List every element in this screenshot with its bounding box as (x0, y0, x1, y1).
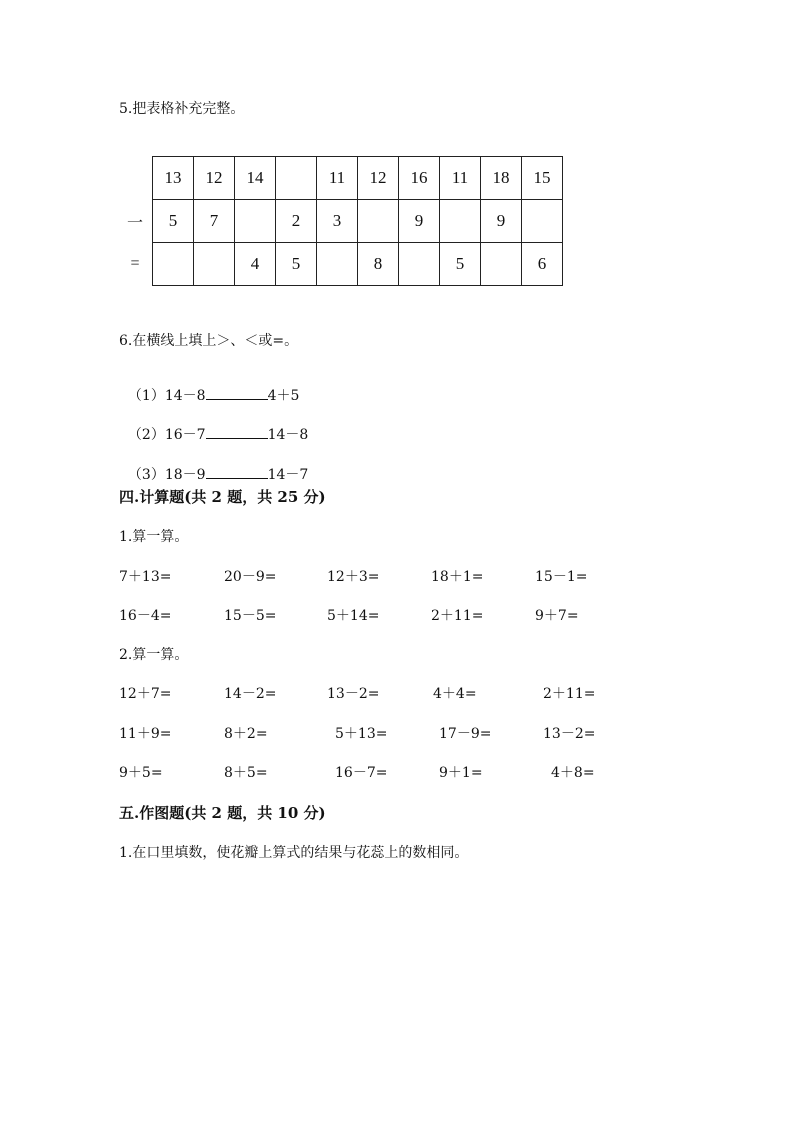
table-cell: 6 (522, 243, 563, 286)
table-cell: 2 (276, 200, 317, 243)
table-cell: 11 (317, 157, 358, 200)
answer-blank[interactable] (206, 387, 268, 400)
s5-q1-title: 1.在口里填数，使花瓣上算式的结果与花蕊上的数相同。 (119, 845, 469, 861)
s4-q1-title: 1.算一算。 (119, 529, 189, 545)
answer-blank[interactable] (206, 466, 268, 479)
operator-label: 一 (126, 214, 143, 232)
calc-item: 11＋9= (119, 726, 172, 742)
empty-cell[interactable] (153, 243, 194, 286)
table-cell: 9 (399, 200, 440, 243)
calc-item: 5＋13= (335, 726, 388, 742)
table-cell: 16 (399, 157, 440, 200)
table-cell: 18 (481, 157, 522, 200)
calc-item: 15－1= (535, 569, 588, 585)
q6-item-left: 16－7 (164, 427, 206, 443)
calc-item: 8＋2= (224, 726, 268, 742)
table-cell: 8 (358, 243, 399, 286)
calc-item: 7＋13= (119, 569, 172, 585)
empty-cell[interactable] (317, 243, 358, 286)
calc-item: 12＋7= (119, 686, 172, 702)
calc-item: 8＋5= (224, 765, 268, 781)
table-cell: 14 (235, 157, 276, 200)
calc-item: 2＋11= (431, 608, 484, 624)
table-cell: 3 (317, 200, 358, 243)
table-row (118, 243, 563, 286)
calc-item: 9＋5= (119, 765, 163, 781)
calc-item: 16－7= (335, 765, 388, 781)
calc-item: 20－9= (224, 569, 277, 585)
answer-blank[interactable] (206, 426, 268, 439)
calc-item: 14－2= (224, 686, 277, 702)
q6-item-2 (119, 408, 308, 444)
table-cell: 11 (440, 157, 481, 200)
operator-label: = (130, 255, 140, 272)
calc-item: 12＋3= (327, 569, 380, 585)
section-4-heading: 四.计算题(共 2 题，共 25 分) (119, 488, 326, 506)
table-row (118, 200, 563, 243)
calc-item: 16－4= (119, 608, 172, 624)
number-table (118, 156, 563, 286)
table-cell: 7 (194, 200, 235, 243)
q6-item-right: 4＋5 (267, 388, 300, 404)
table-cell: 5 (153, 200, 194, 243)
empty-cell[interactable] (235, 200, 276, 243)
q6-item-right: 14－7 (267, 467, 309, 483)
calc-item: 13－2= (543, 726, 596, 742)
q6-item-1 (119, 369, 299, 405)
calc-item: 5＋14= (327, 608, 380, 624)
empty-cell[interactable] (276, 157, 317, 200)
table-cell: 5 (276, 243, 317, 286)
table-cell: 9 (481, 200, 522, 243)
calc-item: 13－2= (327, 686, 380, 702)
table-cell: 4 (235, 243, 276, 286)
q6-item-number: （2） (127, 427, 165, 443)
empty-cell[interactable] (194, 243, 235, 286)
q6-item-right: 14－8 (267, 427, 309, 443)
calc-item: 4＋4= (433, 686, 477, 702)
s4-q2-title: 2.算一算。 (119, 647, 189, 663)
q6-item-left: 14－8 (164, 388, 206, 404)
calc-item: 18＋1= (431, 569, 484, 585)
empty-cell[interactable] (399, 243, 440, 286)
table-cell: 12 (358, 157, 399, 200)
q6-item-number: （1） (127, 388, 165, 404)
calc-item: 15－5= (224, 608, 277, 624)
calc-item: 4＋8= (551, 765, 595, 781)
q6-title: 6.在横线上填上＞、＜或=。 (119, 333, 299, 349)
table-row (118, 157, 563, 200)
empty-cell[interactable] (481, 243, 522, 286)
table-cell: 12 (194, 157, 235, 200)
calc-item: 2＋11= (543, 686, 596, 702)
table-cell: 15 (522, 157, 563, 200)
table-cell: 5 (440, 243, 481, 286)
calc-item: 9＋7= (535, 608, 579, 624)
section-5-heading: 五.作图题(共 2 题，共 10 分) (119, 804, 326, 822)
calc-item: 17－9= (439, 726, 492, 742)
q5-title: 5.把表格补充完整。 (119, 101, 245, 117)
empty-cell[interactable] (440, 200, 481, 243)
q6-item-3 (119, 448, 308, 484)
empty-cell[interactable] (522, 200, 563, 243)
table-cell: 13 (153, 157, 194, 200)
operator-label (118, 157, 153, 200)
q6-item-number: （3） (127, 467, 165, 483)
empty-cell[interactable] (358, 200, 399, 243)
q6-item-left: 18－9 (164, 467, 206, 483)
calc-item: 9＋1= (439, 765, 483, 781)
